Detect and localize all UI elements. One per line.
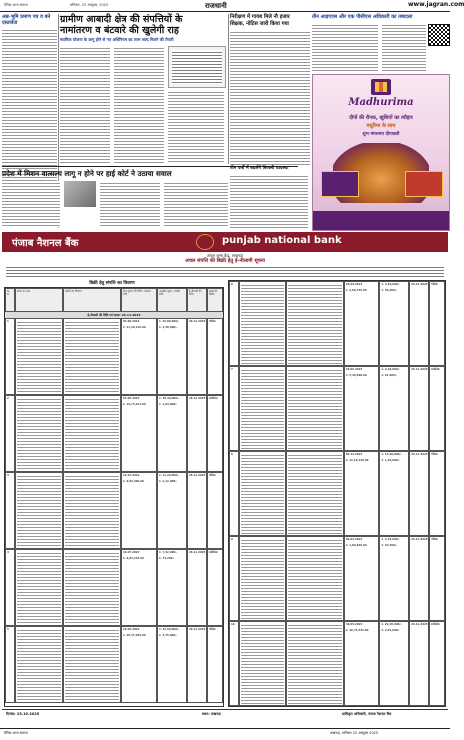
pnb-banner (2, 232, 448, 252)
row-date: 04.05.2023 (123, 397, 140, 400)
row-account-text (239, 451, 287, 536)
row-reserve (157, 395, 187, 472)
row-property-text (63, 472, 121, 549)
row-reserve (379, 281, 409, 366)
col-header-account: खाता का नाम (15, 288, 63, 312)
right-small-body-col1 (230, 174, 308, 228)
col-header-sno: क्र. सं. (5, 288, 15, 312)
row-account-text (239, 621, 287, 706)
masthead-date: शनिवार, 25 अक्टूबर, 2025 (70, 3, 109, 7)
bank-footer-date: दिनांक: 25.10.2025 (6, 712, 40, 716)
row-amount: रु. 5,40,900.00 (345, 374, 367, 378)
row-emd: रु. 1,84,000/- (159, 403, 178, 407)
row-account-text-lines (17, 474, 61, 547)
row-demand (344, 536, 380, 621)
row-account-text-lines (17, 397, 61, 470)
row-emd: रु. 34,000/- (381, 289, 397, 293)
qr-code-box (428, 24, 450, 46)
page-footer (0, 730, 450, 739)
row-amount: रु. 2,60,735.00 (345, 289, 367, 293)
page-footer-left: दैनिक आज समाज (4, 731, 28, 735)
row-account-text-lines (241, 623, 285, 704)
row-amount: रु. 15,73,421.00 (123, 403, 146, 407)
row-emd: रु. 1,39,000/- (381, 459, 400, 463)
row-possession: सांकेतिक (207, 549, 223, 626)
row-possession: भौतिक (207, 626, 223, 703)
row-reserve: रु. 6,10,000/- (381, 368, 400, 371)
row-account-text (239, 366, 287, 451)
row-property-text (286, 366, 343, 451)
left-table-section-label: ई-नीलामी की तिथि एवं समय: 26.11.2025 (5, 312, 223, 318)
row-auction-date: 26.11.2025 (187, 549, 207, 626)
row-property-text-lines (65, 551, 119, 624)
right-story-2-headline: तीन आइएएस और एक पीसीएस अधिकारी का तबादला (312, 14, 413, 20)
pnb-logo-icon (196, 234, 214, 250)
row-amount: रु. 12,10,440.00 (345, 459, 369, 463)
row-number: 8 (229, 451, 239, 536)
row-demand (121, 318, 157, 395)
row-reserve: रु. 3,40,000/- (381, 283, 400, 286)
row-property-text-lines (65, 628, 119, 701)
row-emd: रु. 2,58,900/- (159, 326, 178, 330)
row-number: 5 (5, 626, 15, 703)
row-demand (344, 451, 380, 536)
right-auction-table (228, 280, 446, 707)
pnb-intro-text (6, 265, 444, 279)
row-demand (121, 395, 157, 472)
bank-footer-authority: प्राधिकृत अधिकारी, पंजाब नैशनल बैंक (342, 712, 392, 716)
row-account-text-lines (241, 538, 285, 619)
row-emd: रु. 74,200/- (159, 557, 175, 561)
masthead-paper-name: राजधानी (205, 1, 227, 10)
table-row (5, 549, 223, 626)
pnb-name-english: punjab national bank (222, 235, 342, 246)
row-date: 16.04.2022 (123, 628, 140, 631)
row-demand (344, 281, 380, 366)
center-highlight-text (172, 50, 222, 84)
masthead-left-info: दैनिक आज समाज (4, 3, 28, 7)
row-account-text-lines (241, 368, 285, 449)
left-story-headline: अन्न-भूमि प्रमाण पत्र व बने दस्तावेज (2, 14, 51, 26)
row-reserve: रु. 13,90,000/- (381, 453, 402, 456)
row-date: 03.09.2024 (123, 320, 140, 323)
row-reserve: रु. 25,89,000/- (159, 320, 180, 323)
row-number: 1 (5, 318, 15, 395)
row-account-text (15, 549, 63, 626)
row-emd: रु. 2,94,000/- (381, 629, 400, 633)
row-account-text-lines (17, 628, 61, 701)
row-account-text (239, 281, 287, 366)
row-property-text-lines (288, 283, 341, 364)
center-headline-line1: ग्रामीण आबादी क्षेत्र की संपत्तियों के (60, 14, 183, 25)
row-possession: भौतिक (207, 472, 223, 549)
pnb-name-hindi: पंजाब नैशनल बैंक (12, 238, 79, 249)
advert-line3: शुभ मंगलमय दीपावली (362, 132, 400, 137)
table-row (229, 536, 445, 621)
center-story (60, 14, 226, 164)
left-table-body (5, 318, 223, 706)
row-reserve (379, 451, 409, 536)
right-story-1-headline-line1: निरीक्षण में गायब मिले नौ हजार (230, 14, 290, 20)
row-reserve (379, 536, 409, 621)
row-auction-date: 26.11.2025 (409, 451, 429, 536)
row-account-text-lines (241, 453, 285, 534)
pnb-subtitle: अंचल शस्त्र केंद्र, लखनऊ (206, 253, 244, 258)
row-property-text (63, 318, 121, 395)
row-property-text-lines (65, 397, 119, 470)
row-property-text-lines (288, 623, 341, 704)
row-auction-date: 26.11.2025 (187, 472, 207, 549)
advert-tagline: दीपों की रौनक, खुशियों का त्यौहार (349, 115, 413, 121)
row-date: 19.07.2023 (123, 551, 140, 554)
table-row (229, 366, 445, 451)
row-property-text-lines (288, 453, 341, 534)
hc-photo (64, 181, 96, 207)
row-number: 10 (229, 621, 239, 706)
row-demand (121, 626, 157, 703)
row-auction-date: 26.11.2025 (409, 366, 429, 451)
center-highlight-box (168, 46, 226, 88)
table-row (229, 281, 445, 366)
row-reserve: रु. 7,42,000/- (159, 551, 178, 554)
row-emd: रु. 22,500/- (381, 544, 397, 548)
row-auction-date: 26.11.2025 (409, 621, 429, 706)
advert-brand: Madhurima (348, 97, 414, 108)
row-number: 6 (229, 281, 239, 366)
row-possession: सांकेतिक (207, 395, 223, 472)
row-date: 18.06.2023 (345, 368, 363, 371)
row-account-text (15, 395, 63, 472)
page-footer-right: लखनऊ, शनिवार 25 अक्टूबर 2025 (330, 731, 379, 735)
row-amount: रु. 6,94,215.00 (123, 557, 144, 561)
right-story-1 (230, 14, 310, 164)
row-property-text (63, 549, 121, 626)
row-number: 7 (229, 366, 239, 451)
center-story-body-col3 (168, 90, 224, 164)
row-number: 3 (5, 472, 15, 549)
center-subheadline: स्वामित्व योजना के लागू होने से नए अधिनियम का लाभ जल्द मिलने की तैयारी (60, 37, 174, 42)
row-possession: सांकेतिक (429, 366, 445, 451)
row-demand (344, 621, 380, 706)
hc-headline: प्रदेश में मिशन वात्सल्य लागू न होने पर हाई कोर्ट ने उठाया सवाल (2, 169, 172, 178)
hc-body-col3 (164, 181, 228, 227)
row-auction-date: 26.11.2025 (187, 318, 207, 395)
row-demand (344, 366, 380, 451)
row-amount: रु. 21,40,110.00 (123, 326, 146, 330)
col-divider-right (228, 14, 229, 164)
table-row (229, 451, 445, 536)
masthead-website: www.jagran.com (408, 1, 464, 8)
row-reserve (157, 472, 187, 549)
right-table-body (229, 281, 445, 706)
row-number: 4 (5, 549, 15, 626)
row-amount: रु. 26,73,532.00 (345, 629, 369, 633)
row-property-text-lines (65, 320, 119, 393)
row-possession: भौतिक (429, 451, 445, 536)
row-possession: भौतिक (429, 536, 445, 621)
left-auction-table (4, 287, 224, 707)
bank-footer (2, 709, 448, 718)
row-account-text-lines (17, 320, 61, 393)
row-account-text-lines (17, 551, 61, 624)
page-footer-rule (0, 728, 450, 729)
col-header-auction: ई-नीलामी की तिथि (187, 288, 207, 312)
col-header-possession: कब्जे की स्थिति (207, 288, 223, 312)
row-property-text (63, 395, 121, 472)
row-date: 03.09.2024 (345, 283, 363, 286)
table-row (229, 621, 445, 706)
center-headline-line2: नामांतरण व बंटवारे की खुलेगी राह (60, 25, 179, 36)
right-story-2-body-col1 (312, 23, 378, 71)
col-header-reserve: आरक्षित मूल्य / धरोहर राशि (157, 288, 187, 312)
hc-body-col2 (100, 181, 160, 227)
row-date: 06.02.2024 (345, 538, 363, 541)
row-account-text (15, 318, 63, 395)
row-reserve (157, 318, 187, 395)
center-story-body-col2 (114, 46, 164, 164)
col-header-property: संपत्ति का विवरण (63, 288, 121, 312)
row-possession: भौतिक (429, 281, 445, 366)
table-row (5, 318, 223, 395)
advert-line2: मधुरिमा के साथ (366, 123, 396, 129)
row-reserve: रु. 18,40,000/- (159, 397, 180, 400)
right-story-1-headline-line2: शिक्षक, नोटिस जारी किया गया (230, 20, 289, 27)
bank-footer-place: स्थान: लखनऊ (202, 712, 221, 716)
row-auction-date: 26.11.2025 (409, 536, 429, 621)
row-date: 02.12.2022 (345, 453, 363, 456)
advert-logo-icon (371, 79, 391, 95)
row-account-text (239, 536, 287, 621)
hc-body-col1 (2, 181, 60, 227)
table-row (5, 472, 223, 549)
right-small-headline: तीन वर्षों में बदलेंगे बिजली व्यवस्था (230, 166, 289, 171)
row-number: 2 (5, 395, 15, 472)
pnb-notice-title: अचल संपत्ति की बिक्री हेतु ई-नीलामी सूचना (185, 258, 265, 264)
row-demand (121, 549, 157, 626)
right-small-story (230, 166, 448, 228)
center-story-body-col1 (60, 46, 110, 164)
right-story-1-body (230, 30, 310, 165)
row-emd: रु. 61,000/- (381, 374, 397, 378)
row-emd: रु. 1,12,000/- (159, 480, 178, 484)
row-reserve (157, 626, 187, 703)
row-auction-date: 26.11.2025 (187, 395, 207, 472)
row-account-text-lines (241, 283, 285, 364)
row-reserve: रु. 11,20,000/- (159, 474, 180, 477)
row-amount: रु. 28,37,050.00 (123, 634, 146, 638)
row-property-text-lines (288, 538, 341, 619)
row-reserve: रु. 2,25,000/- (381, 538, 400, 541)
row-property-text (286, 536, 343, 621)
right-story-2 (312, 14, 448, 72)
row-reserve (379, 366, 409, 451)
row-reserve (379, 621, 409, 706)
masthead-rule (0, 11, 450, 12)
row-reserve: रु. 29,40,000/- (381, 623, 402, 626)
col-header-demand: मांग सूचना की तिथि / बकाया राशि (121, 288, 157, 312)
row-property-text (286, 451, 343, 536)
row-account-text (15, 472, 63, 549)
row-amount: रु. 9,84,360.00 (123, 480, 144, 484)
row-property-text-lines (288, 368, 341, 449)
row-auction-date: 26.11.2025 (187, 626, 207, 703)
table-row (5, 626, 223, 703)
row-demand (121, 472, 157, 549)
row-property-text (286, 281, 343, 366)
row-date: 30.05.2023 (345, 623, 363, 626)
row-reserve (157, 549, 187, 626)
left-table-header (5, 288, 223, 312)
row-number: 9 (229, 536, 239, 621)
row-auction-date: 26.11.2025 (409, 281, 429, 366)
row-property-text-lines (65, 474, 119, 547)
row-possession: सांकेतिक (429, 621, 445, 706)
row-account-text (15, 626, 63, 703)
table-row (5, 395, 223, 472)
row-date: 12.12.2022 (123, 474, 140, 477)
row-possession: भौतिक (207, 318, 223, 395)
row-property-text (286, 621, 343, 706)
row-emd: रु. 3,35,000/- (159, 634, 178, 638)
pnb-table-title: बिक्री हेतु संपत्ति का विवरण (89, 281, 135, 286)
right-story-2-body-col2 (382, 23, 426, 71)
row-reserve: रु. 33,50,000/- (159, 628, 180, 631)
row-property-text (63, 626, 121, 703)
row-amount: रु. 1,80,820.00 (345, 544, 367, 548)
